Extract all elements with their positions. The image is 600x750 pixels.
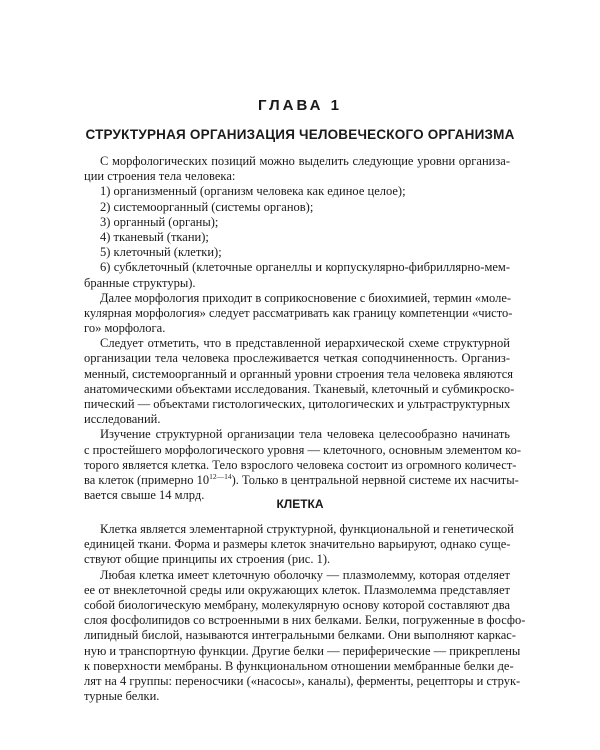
text-line: вается свыше 14 млрд. (84, 488, 205, 503)
text-line: Далее морфология приходит в соприкосновение с биохимией, термин «моле- (100, 290, 512, 305)
text-line: к поверхности мембраны. В функциональном отношении мембранные белки де- (84, 658, 514, 673)
text-line: организации тела человека прослеживается четкая соподчиненность. Организ- (84, 351, 510, 366)
exponent: 12—14 (209, 471, 232, 481)
text-line: Изучение структурной организации тела человека целесообразно начинать (100, 427, 510, 442)
cell-text (84, 522, 526, 704)
text-line: ную и транспортную функции. Другие белки — периферические — прикреплены (84, 643, 521, 658)
text-line: исследований. (84, 412, 161, 427)
section-title: КЛЕТКА (276, 497, 324, 511)
chapter-heading: ГЛАВА 1 (258, 97, 342, 114)
text-line: с простейшего морфологического уровня — клеточного, основным элементом ко- (84, 442, 522, 457)
text-line: кулярная морфология» следует рассматривать как границу компетенции «чисто- (84, 305, 513, 320)
level-item: бранные структуры). (84, 275, 196, 290)
text-line: Клетка является элементарной структурной, функциональной и генетической (100, 522, 514, 536)
text-line (84, 471, 519, 488)
level-item: 6) субклеточный (клеточные органеллы и корпускулярно-фибриллярно-мем- (100, 260, 510, 275)
text-line: липидный бислой, называются интегральными белками. Они выполняют каркас- (84, 628, 516, 643)
level-item: 2) системоорганный (системы органов); (100, 199, 314, 214)
text-line: С морфологических позиций можно выделить следующие уровни организа- (100, 154, 510, 168)
level-item: 1) организменный (организм человека как единое целое); (100, 184, 406, 199)
text-line: Следует отметить, что в представленной иерархической схеме структурной (100, 336, 510, 351)
text-line: единицей ткани. Форма и размеры клеток значительно варьируют, однако суще- (84, 537, 511, 552)
text-line: ции строения тела человека: (84, 169, 236, 184)
text-line: турные белки. (84, 689, 160, 704)
text-line: лят на 4 группы: переносчики («насосы», каналы), ферменты, рецепторы и струк- (84, 673, 521, 688)
level-item: 4) тканевый (ткани); (100, 229, 209, 244)
text-line: пический — объектами гистологических, цитологических и ультраструктурных (84, 397, 511, 411)
text-line: торого является клетка. Тело взрослого человека состоит из огромного количест- (84, 457, 517, 472)
text-line: менный, системоорганный и органный уровни строения тела человека являются (84, 366, 513, 381)
text-line: ее от внеклеточной среды или окружающих клеток. Плазмолемма представляет (84, 582, 510, 597)
chapter-title: СТРУКТУРНАЯ ОРГАНИЗАЦИЯ ЧЕЛОВЕЧЕСКОГО ОРГАНИЗМА (85, 127, 515, 142)
intro-text (84, 154, 522, 503)
level-item: 3) органный (органы); (100, 214, 219, 229)
text-line: слоя фосфолипидов со встроенными в них белками. Белки, погруженные в фосфо- (84, 613, 526, 628)
text-line: ствуют общие принципы их строения (рис. 1). (84, 552, 331, 567)
text-line: анатомическими объектами исследования. Тканевый, клеточный и субмикроско- (84, 381, 515, 396)
text-line: го» морфолога. (84, 321, 166, 336)
text-line: собой биологическую мембрану, молекулярную основу которой составляют два (84, 597, 510, 612)
text-fragment: ва клеток (примерно 10 (84, 472, 210, 487)
text-fragment: ). Только в центральной нервной системе их насчиты- (231, 472, 519, 487)
level-item: 5) клеточный (клетки); (100, 245, 222, 260)
text-line: Любая клетка имеет клеточную оболочку — плазмолемму, которая отделяет (100, 567, 510, 582)
